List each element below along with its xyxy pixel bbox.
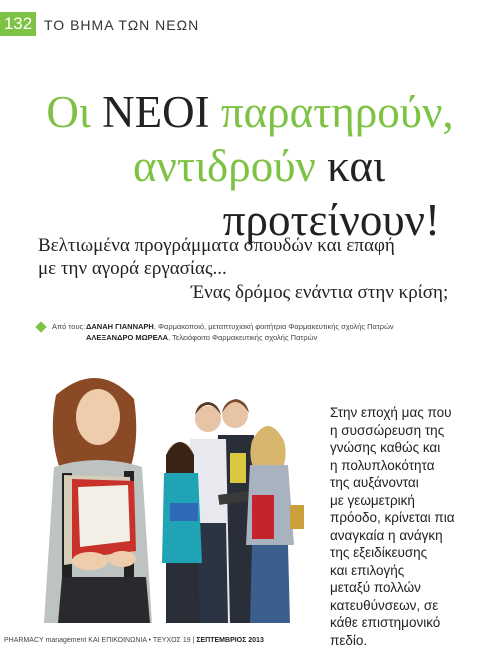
title-word-oi: Οι <box>46 87 103 137</box>
author-1 <box>86 322 394 332</box>
author-1-desc: , Φαρμακοποιό, μεταπτυχιακή φοιτήτρια Φαρμακευτικής σχολής Πατρών <box>153 322 394 331</box>
intro-line: πρόοδο, κρίνεται πια <box>330 510 455 525</box>
students-photo <box>20 355 320 623</box>
intro-line: με γεωμετρική <box>330 492 415 508</box>
section-title: ΤΟ ΒΗΜΑ ΤΩΝ ΝΕΩΝ <box>44 17 200 33</box>
author-2 <box>86 333 317 343</box>
authors-label: Από τους: <box>52 322 86 331</box>
title-word-kai: και <box>327 141 386 191</box>
page-number: 132 <box>0 12 36 36</box>
diamond-bullet-icon <box>35 321 46 332</box>
intro-line: κατευθύνσεων, σε <box>330 597 439 613</box>
intro-line: μεταξύ πολλών <box>330 580 421 595</box>
intro-line: πεδίο. <box>330 632 368 648</box>
intro-line: Στην εποχή μας που <box>330 405 452 420</box>
intro-line: της αυξάνονται <box>330 475 419 490</box>
intro-line: αναγκαία η ανάγκη <box>330 527 443 543</box>
intro-line: η πολυπλοκότητα <box>330 457 435 473</box>
author-2-name: ΑΛΕΞΑΝΔΡΟ ΜΩΡΕΛΑ <box>86 333 169 342</box>
author-2-desc: , Τελειόφοιτο Φαρμακευτικής σχολής Πατρών <box>168 333 318 342</box>
title-word-neoi: ΝΕΟΙ <box>102 87 221 137</box>
intro-line: γνώσης καθώς και <box>330 440 441 455</box>
title-line-2 <box>0 140 500 192</box>
student-girl-right <box>246 426 304 623</box>
intro-line: και επιλογής <box>330 562 405 578</box>
title-word-proteinoun: προτείνουν! <box>222 195 440 245</box>
title-word-paratiroun: παρατηρούν, <box>220 87 454 137</box>
subtitle-line-3: Ένας δρόμος ενάντια στην κρίση; <box>191 282 449 303</box>
title-line-1 <box>0 86 500 138</box>
page-footer <box>4 637 264 644</box>
article-intro <box>330 404 470 649</box>
intro-line: η συσσώρευση της <box>330 422 445 438</box>
intro-line: κάθε επιστημονικό <box>330 615 441 630</box>
subtitle-line-2: με την αγορά εργασίας... <box>38 258 227 279</box>
intro-line: της εξειδίκευσης <box>330 545 428 560</box>
footer-date: ΣΕΠΤΕΜΒΡΙΟΣ 2013 <box>196 637 264 644</box>
footer-publication: PHARMACY management ΚΑΙ ΕΠΙΚΟΙΝΩΝΙΑ • ΤΕΥΧΟΣ 19 | <box>4 637 197 644</box>
author-1-name: ΔΑΝΑΗ ΓΙΑΝΝΑΡΗ <box>86 322 154 331</box>
title-word-antidroun: αντιδρούν <box>132 141 328 191</box>
student-front-girl <box>44 378 152 623</box>
subtitle-line-1: Βελτιωμένα προγράμματα σπουδών και επαφή <box>38 235 395 256</box>
